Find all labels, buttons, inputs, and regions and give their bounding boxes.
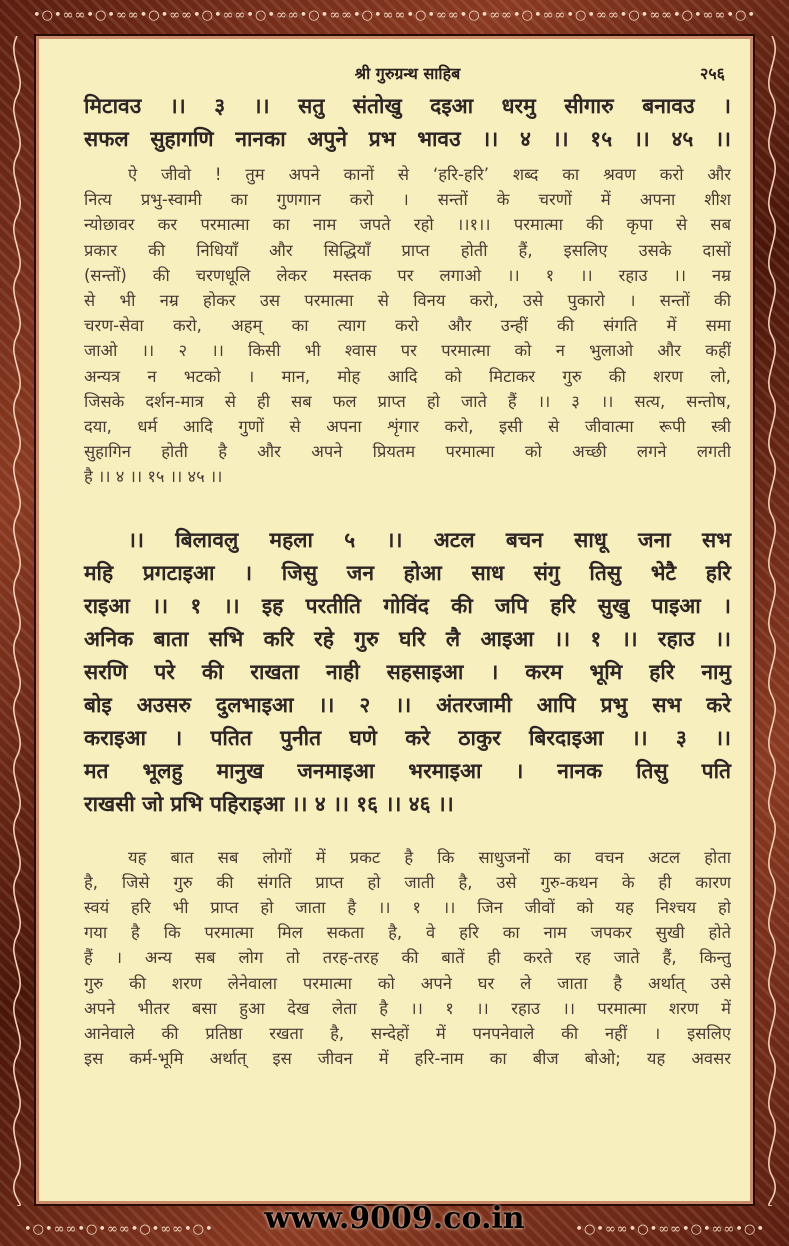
verse-block-1 bbox=[84, 90, 731, 156]
verse-line: सरणि परे की राखता नाही सहसाइआ । करम भूमि हरि नामु bbox=[84, 659, 731, 684]
bottom-border-ornament: •○•∞∞•○•∞∞•○•∞∞•○• •○•∞∞•○•∞∞•○•∞∞•○• bbox=[24, 1221, 765, 1237]
verse-line: मिटावउ ।। ३ ।। सतु संतोखु दइआ धरमु सीगारु बनावउ । bbox=[84, 94, 731, 118]
translation-line: है ।। ४ ।। १५ ।। ४५ ।। bbox=[84, 467, 223, 487]
verse-line: राइआ ।। १ ।। इह परतीति गोविंद की जपि हरि सुखु पाइआ । bbox=[84, 593, 731, 618]
verse-block-2 bbox=[84, 524, 731, 821]
translation-line: से भी नम्र होकर उस परमात्मा से विनय करो, उसे पुकारो । सन्तों की bbox=[84, 291, 731, 311]
translation-block-2 bbox=[84, 845, 731, 1072]
translation-line: गया है कि परमात्मा मिल सकता है, वे हरि का नाम जपकर सुखी होते bbox=[84, 923, 731, 943]
scripture-page bbox=[34, 34, 755, 1206]
page-header bbox=[84, 56, 731, 90]
verse-line: कराइआ । पतित पुनीत घणे करे ठाकुर बिरदाइआ ।। ३ ।। bbox=[84, 725, 731, 750]
page-title: श्री गुरुग्रन्थ साहिब bbox=[354, 64, 461, 83]
translation-line: दया, धर्म आदि गुणों से अपना शृंगार करो, इसी से जीवात्मा रूपी स्त्री bbox=[84, 417, 731, 437]
verse-line: महि प्रगटाइआ । जिसु जन होआ साध संगु तिसु भेटै हरि bbox=[84, 560, 731, 585]
translation-line: जिसके दर्शन-मात्र से ही सब फल प्राप्त हो जाते हैं ।। ३ ।। सत्य, सन्तोष, bbox=[84, 391, 731, 411]
translation-line: नित्य प्रभु-स्वामी का गुणगान करो । सन्तों के चरणों में अपना शीश bbox=[84, 190, 731, 210]
translation-line: सुहागिन होती है और अपने प्रियतम परमात्मा को अच्छी लगने लगती bbox=[84, 442, 731, 462]
translation-line: जाओ ।। २ ।। किसी भी श्वास पर परमात्मा को न भुलाओ और कहीं bbox=[84, 341, 731, 361]
verse-line: ।। बिलावलु महला ५ ।। अटल बचन साधू जना सभ bbox=[128, 527, 731, 552]
translation-line: है, जिसे गुरु की संगति प्राप्त हो जाती है, उसे गुरु-कथन के ही कारण bbox=[84, 872, 731, 892]
translation-line: न्योछावर कर परमात्मा का नाम जपते रहो ।।१।। परमात्मा की कृपा से सब bbox=[84, 215, 731, 235]
verse-line: अनिक बाता सभि करि रहे गुरु घरि लै आइआ ।। १ ।। रहाउ ।। bbox=[84, 626, 731, 651]
verse-line: बोइ अउसरु दुलभाइआ ।। २ ।। अंतरजामी आपि प्रभु सभ करे bbox=[84, 692, 731, 717]
translation-line: प्रकार की निधियाँ और सिद्धियाँ प्राप्त होती हैं, इसलिए उसके दासों bbox=[84, 240, 731, 260]
right-border-ornament bbox=[759, 36, 785, 1206]
translation-line: यह बात सब लोगों में प्रकट है कि साधुजनों का वचन अटल होता bbox=[128, 847, 731, 867]
verse-line: मत भूलहु मानुख जनमाइआ भरमाइआ । नानक तिसु पति bbox=[84, 758, 731, 783]
translation-line: ऐ जीवो ! तुम अपने कानों से ‘हरि-हरि’ शब्द का श्रवण करो और bbox=[128, 165, 731, 184]
website-url-watermark: www.9009.co.in bbox=[264, 1201, 525, 1236]
verse-line: सफल सुहागणि नानका अपुने प्रभ भावउ ।। ४ ।। १५ ।। ४५ ।। bbox=[84, 127, 731, 151]
translation-line: (सन्तों) की चरणधूलि लेकर मस्तक पर लगाओ ।। १ ।। रहाउ ।। नम्र bbox=[84, 265, 731, 285]
translation-line: चरण-सेवा करो, अहम् का त्याग करो और उन्हीं की संगति में समा bbox=[84, 316, 731, 336]
translation-line: अपने भीतर बसा हुआ देख लेता है ।। १ ।। रहाउ ।। परमात्मा शरण में bbox=[84, 998, 731, 1018]
translation-line: आनेवाले की प्रतिष्ठा रखता है, सन्देहों में पनपनेवाले की नहीं । इसलिए bbox=[84, 1024, 731, 1044]
translation-line: हैं । अन्य सब लोग तो तरह-तरह की बातें ही करते रह जाते हैं, किन्तु bbox=[84, 948, 731, 968]
translation-block-1 bbox=[84, 162, 731, 490]
translation-line: गुरु की शरण लेनेवाला परमात्मा को अपने घर ले जाता है अर्थात् उसे bbox=[84, 973, 731, 993]
translation-line: स्वयं हरि भी प्राप्त हो जाता है ।। १ ।। जिन जीवों को यह निश्चय हो bbox=[84, 898, 731, 918]
verse-line: राखसी जो प्रभि पहिराइआ ।। ४ ।। १६ ।। ४६ ।। bbox=[84, 791, 454, 816]
translation-line: इस कर्म-भूमि अर्थात् इस जीवन में हरि-नाम का बीज बोओ; यह अवसर bbox=[84, 1049, 731, 1069]
left-border-ornament bbox=[4, 36, 30, 1206]
translation-line: अन्यत्र न भटको । मान, मोह आदि को मिटाकर गुरु की शरण लो, bbox=[84, 366, 731, 386]
page-number: २५६ bbox=[700, 64, 725, 83]
top-border-ornament: •○•∞∞•○•∞∞•○•∞∞•○•∞∞•○•∞∞•○•∞∞•○•∞∞•○•∞∞•○•∞∞•○•∞∞•○•∞∞•○•∞∞•○•∞∞•○• bbox=[32, 7, 757, 23]
